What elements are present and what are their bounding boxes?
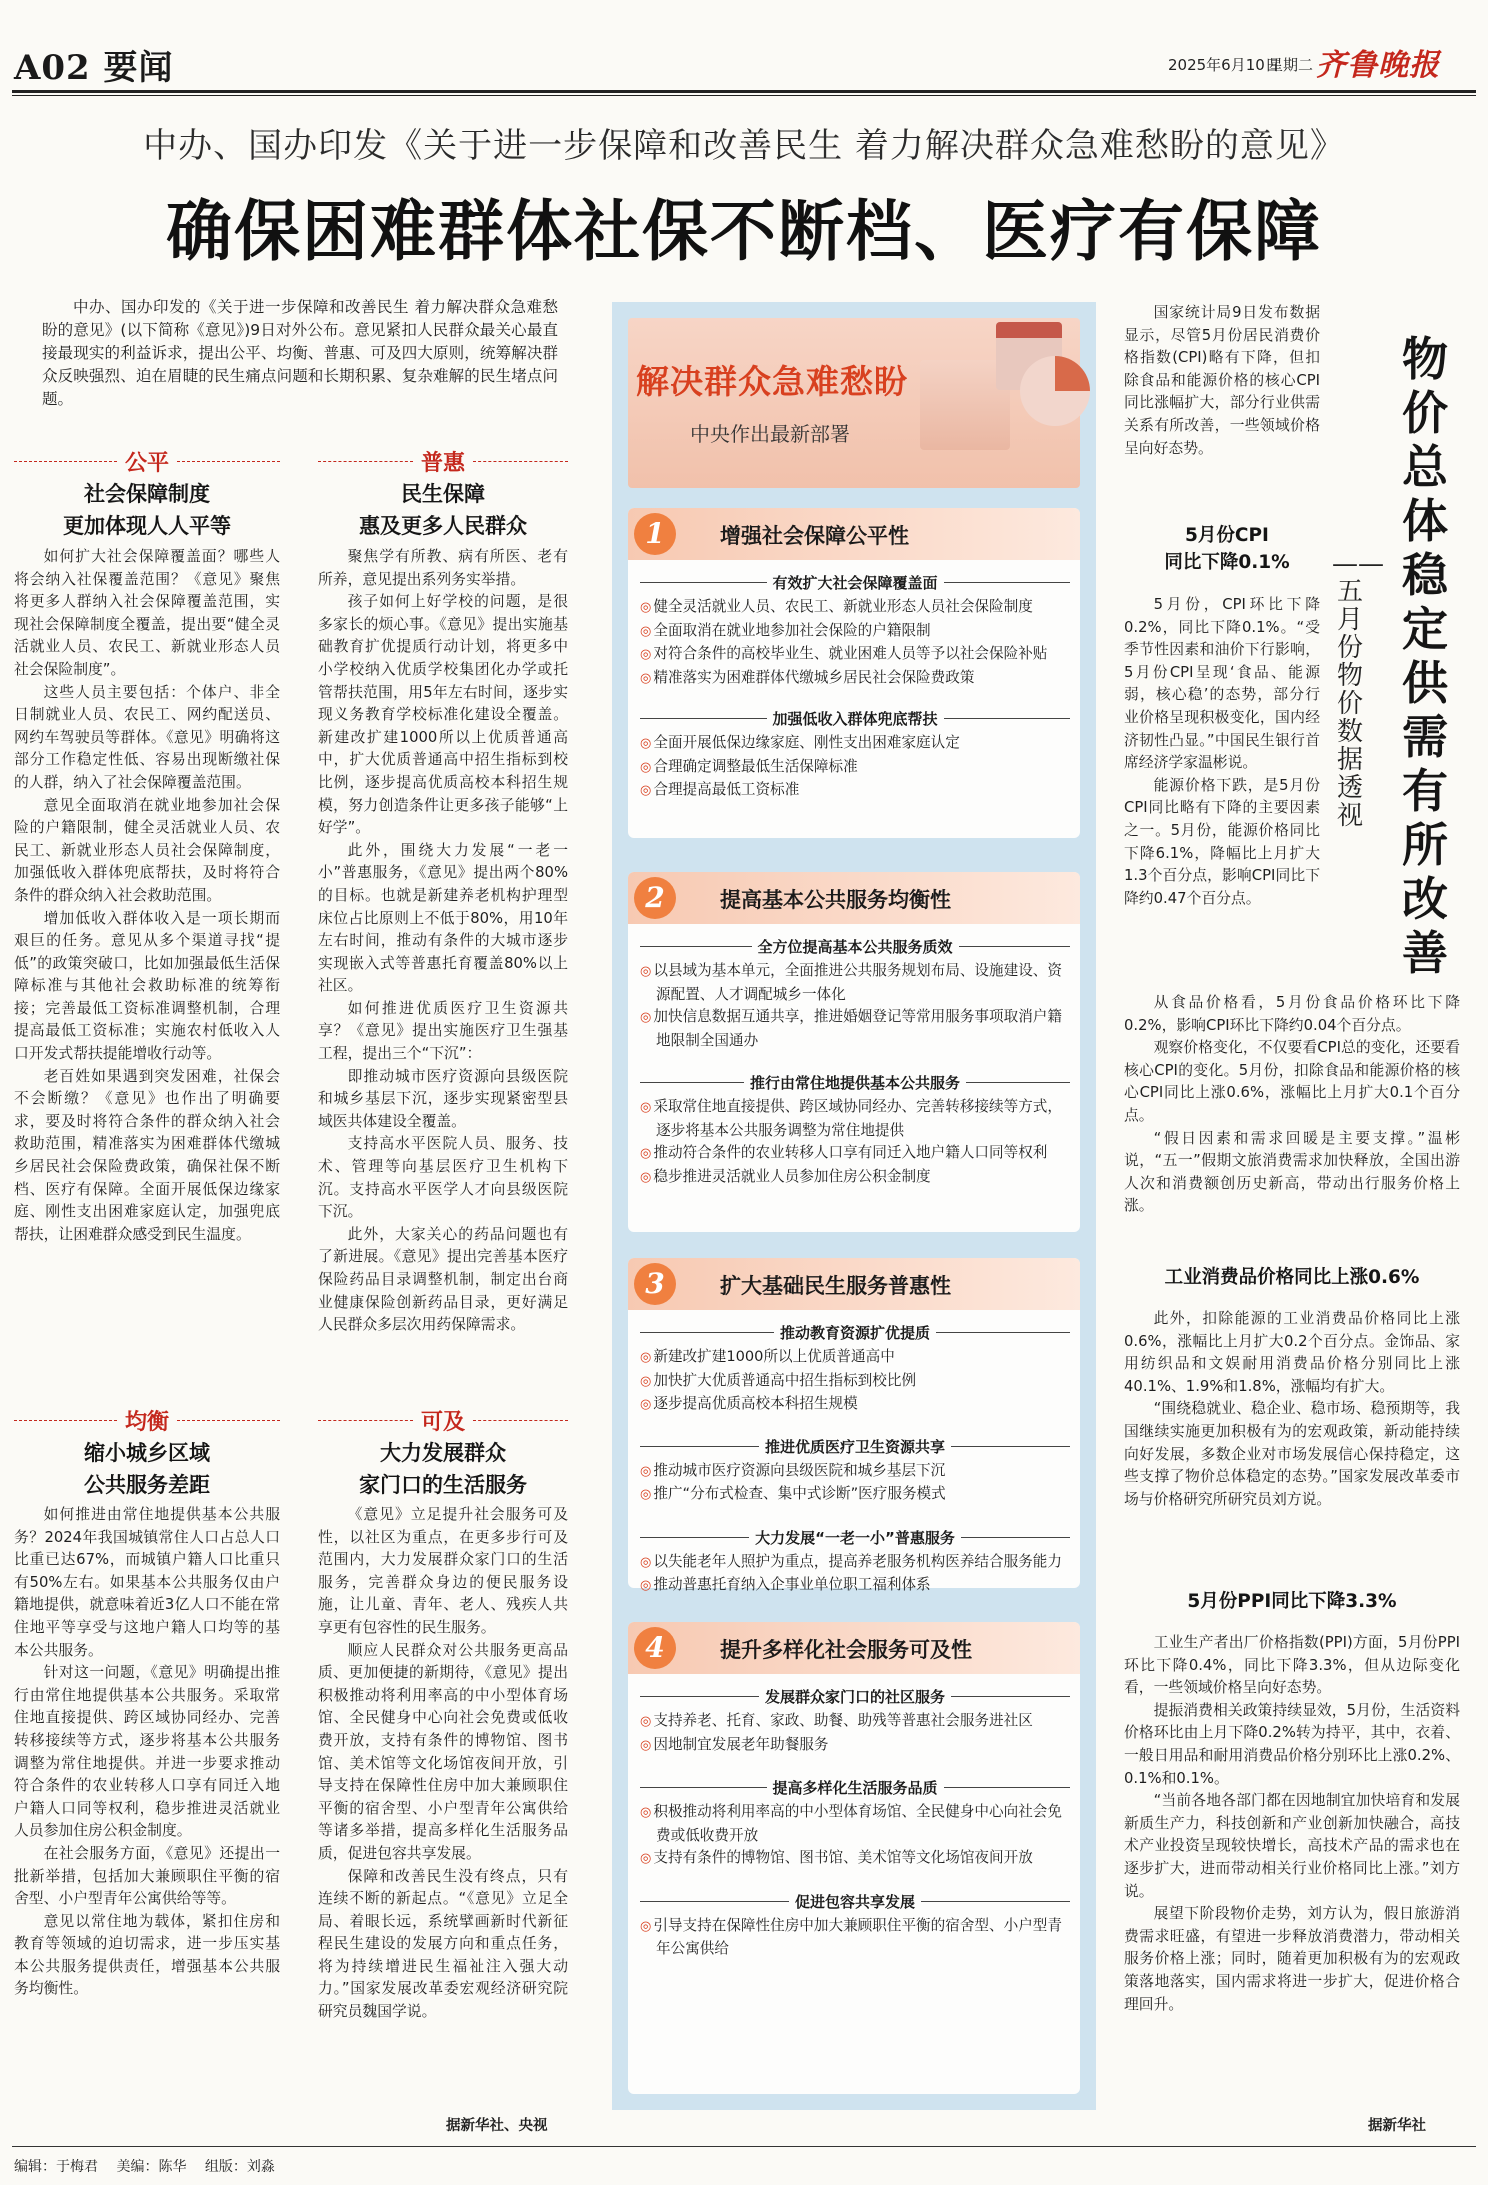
box-list-item: ◎ 全面开展低保边缘家庭、刚性支出困难家庭认定 [640,732,1072,756]
box-list-item: ◎ 积极推动将利用率高的中小型体育场馆、全民健身中心向社会免费或低收费开放 [640,1801,1072,1847]
box-list-item: ◎ 支持养老、托育、家政、助餐、助残等普惠社会服务进社区 [640,1710,1072,1734]
paragraph: 如何推进由常住地提供基本公共服务？2024年我国城镇常住人口占总人口比重已达67%，而城镇户籍人口比重只有50%左右。如果基本公共服务仅由户籍地提供，就意味着近3亿人口不能在常住地平等享受与这地户籍人口均等的基本公共服务。 [14,1506,280,1659]
paragraph: 在社会服务方面，《意见》还提出一批新举措，包括加大兼顾职住平衡的宿舍型、小户型青年公寓供给等等。 [14,1844,280,1908]
paragraph: 这些人员主要包括：个体户、非全日制就业人员、农民工、网约配送员、网约车驾驶员等群体。《意见》明确将这部分工作稳定性低、容易出现断缴社保的人群，纳入了社会保障覆盖范围。 [14,683,280,791]
box-subhead: 加强低收入群体兜底帮扶 [640,708,1070,729]
section-tag: 可及 [318,1405,568,1436]
box-item-list [640,1346,1072,1417]
article-headline: 确保困难群体社保不断档、医疗有保障 [166,192,1322,270]
section-title-line2: 更加体现人人平等 [63,514,231,538]
box-list-item: ◎ 以失能老年人照护为重点，提高养老服务机构医养结合服务能力 [640,1551,1072,1575]
box-subhead: 推动教育资源扩优提质 [640,1322,1070,1343]
page-section-label: A02 要闻 [14,48,174,88]
newspaper-logo: 齐鲁晚报 [1316,48,1440,83]
box-number-badge: 1 [634,513,676,555]
paragraph: 此外，大家关心的药品问题也有了新进展。《意见》提出完善基本医疗保险药品目录调整机制，制定出台商业健康保险创新药品目录，更好满足人民群众多层次用药保障需求。 [318,1225,568,1334]
subhead-line1: 5月份CPI [1185,525,1269,546]
section-title-line2: 家门口的生活服务 [359,1473,527,1497]
section-title-line2: 惠及更多人民群众 [359,514,527,538]
sidebar-cpi-paragraphs: 5月份，CPI环比下降0.2%，同比下降0.1%。“受季节性因素和油价下行影响，5月份CPI呈现‘食品、能源弱，核心稳’的态势，部分行业价格呈现积极变化，国内经济韧性凸显。”中国民生银行首席经济学家温彬说。 能源价格下跌，是5月份CPI同比略有下降的主要因素之一。5月份，能源价格同比下降6.1%，降幅比上月扩大1.3个百分点，影响CPI同比下降约0.47个百分点。 [1124,596,1320,907]
box-item-list [640,1801,1072,1871]
section-title-line1: 民生保障 [401,482,485,506]
paragraph: 《意见》立足提升社会服务可及性，以社区为重点，在更多步行可及范围内，大力发展群众家门口的生活服务，完善群众身边的便民服务设施，让儿童、青年、老人、残疾人共享更有包容性的民生服务。 [318,1506,568,1636]
paragraph: 保障和改善民生没有终点，只有连续不断的新起点。“《意见》立足全局、着眼长远，系统擘画新时代新征程民生建设的发展方向和重点任务，将为持续增进民生福祉注入强大动力。”国家发展改革委宏观经济研究院研究员魏国学说。 [318,1867,568,2021]
paragraph: 意见以常住地为载体，紧扣住房和教育等领域的迫切需求，进一步压实基本公共服务提供责任，增强基本公共服务均衡性。 [14,1912,280,1998]
sidebar-subhead-cpi [1134,522,1320,576]
sidebar-headline: 物价总体稳定 供需有所改善 [1402,332,1448,980]
footer-rule [12,2146,1476,2147]
section-keji-body [318,1504,568,2114]
article-kicker: 中办、国办印发《关于进一步保障和改善民生 着力解决群众急难愁盼的意见》 [143,126,1345,166]
box-list-item: ◎ 支持有条件的博物馆、图书馆、美术馆等文化场馆夜间开放 [640,1847,1072,1871]
article-lede: 中办、国办印发的《关于进一步保障和改善民生 着力解决群众急难愁盼的意见》(以下简称《意见》)9日对外公布。意见紧扣人民群众最关心最直接最现实的利益诉求，提出公平、均衡、普惠、可及四大原则，统筹解决群众反映强烈、迫在眉睫的民生痛点问题和长期积累、复杂难解的民生堵点问题。 [42,298,558,408]
box-list-item: ◎ 健全灵活就业人员、农民工、新就业形态人员社会保险制度 [640,596,1072,620]
box-item-list [640,596,1072,690]
infographic-subtitle: 中央作出最新部署 [690,422,850,446]
pie-chart-icon [1020,356,1090,426]
paragraph: 增加低收入群体收入是一项长期而艰巨的任务。意见从多个渠道寻找“提低”的政策突破口，比如加强最低生活保障标准与其他社会救助标准的统筹衔接；完善最低工资标准调整机制，合理提高最低工资标准；实施农村低收入人口开发式帮扶提能增收行动等。 [14,909,280,1063]
box-title: 增强社会保障公平性 [720,524,909,548]
sidebar-body-3: 工业生产者出厂价格指数(PPI)方面，5月份PPI环比下降0.4%，同比下降3.3%，但从边际变化看，一些领域价格呈向好态势。 提振消费相关政策持续显效，5月份，生活资料价格环比由上月下降0.2%转为持平，其中，衣着、一般日用品和耐用消费品价格分别环比上涨0.2%、0.1%和0.1%。 “当前各地各部门都在因地制宜加快培育和发展新质生产力，科技创新和产业创新加快融合，高技术产业投资呈现较快增长，高技术产品的需求也在逐步扩大，进而带动相关行业价格同比上涨。”刘方说。 展望下阶段物价走势，刘方认为，假日旅游消费需求旺盛，有望进一步释放消费潜力，带动相关服务价格上涨；同时，随着更加积极有为的宏观政策落地落实，国内需求将进一步扩大，促进价格合理回升。 [1124,1634,1460,2013]
box-title: 提高基本公共服务均衡性 [720,888,951,912]
box-item-list [640,1096,1072,1189]
sidebar-subhead-industrial: 工业消费品价格同比上涨0.6% [1164,1267,1420,1288]
paragraph: 针对这一问题，《意见》明确提出推行由常住地提供基本公共服务。采取常住地直接提供、跨区域协同经办、完善转移接续等方式，逐步将基本公共服务调整为常住地提供。并进一步要求推动符合条件的农业转移人口享有同迁入地户籍人口同等权利，稳步推进灵活就业人员参加住房公积金制度。 [14,1664,280,1840]
box-list-item: ◎ 因地制宜发展老年助餐服务 [640,1734,1072,1758]
box-subhead: 促进包容共享发展 [640,1891,1070,1912]
box-list-item: ◎ 推动城市医疗资源向县级医院和城乡基层下沉 [640,1460,1072,1484]
section-tag: 普惠 [318,446,568,477]
paragraph: 如何推进优质医疗卫生资源共享？《意见》提出实施医疗卫生强基工程，提出三个“下沉”： [318,999,568,1063]
box-list-item: ◎ 全面取消在就业地参加社会保险的户籍限制 [640,620,1072,644]
issue-date: 2025年6月10日 [1168,56,1280,74]
box-list-item: ◎ 推动符合条件的农业转移人口享有同迁入地户籍人口同等权利 [640,1142,1072,1166]
box-list-item: ◎ 对符合条件的高校毕业生、就业困难人员等予以社会保险补贴 [640,643,1072,667]
box-item-list [640,1551,1072,1598]
box-title: 提升多样化社会服务可及性 [720,1638,972,1662]
credit-designer: 美编：陈华 [116,2159,187,2175]
article-source: 据新华社、央视 [446,2118,548,2134]
section-gongping-header [14,446,280,541]
box-number-badge: 4 [634,1627,676,1669]
box-title: 扩大基础民生服务普惠性 [720,1274,951,1298]
section-title-line1: 大力发展群众 [380,1441,506,1465]
header-rule [12,90,1476,93]
box-subhead: 有效扩大社会保障覆盖面 [640,572,1070,593]
section-keji-header [318,1405,568,1500]
box-number-badge: 2 [634,877,676,919]
box-list-item: ◎ 合理确定调整最低生活保障标准 [640,756,1072,780]
box-subhead: 推进优质医疗卫生资源共享 [640,1436,1070,1457]
section-junheng-header [14,1405,280,1500]
header-rule-thin [12,95,1476,96]
box-list-item: ◎ 以县域为基本单元，全面推进公共服务规划布局、设施建设、资源配置、人才调配城乡一体化 [640,960,1072,1006]
box-item-list [640,1460,1072,1507]
box-list-item: ◎ 合理提高最低工资标准 [640,779,1072,803]
section-gongping-body [14,546,280,1396]
box-subhead: 提高多样化生活服务品质 [640,1777,1070,1798]
box-list-item: ◎ 新建改扩建1000所以上优质普通高中 [640,1346,1072,1370]
box-item-list [640,732,1072,803]
issue-weekday: 星期二 [1268,56,1314,74]
box-subhead: 发展群众家门口的社区服务 [640,1686,1070,1707]
box-item-list [640,1710,1072,1757]
box-list-item: ◎ 加快信息数据互通共享，推进婚姻登记等常用服务事项取消户籍地限制全国通办 [640,1006,1072,1052]
credit-layout: 组版：刘淼 [204,2159,275,2175]
box-list-item: ◎ 加快扩大优质普通高中招生指标到校比例 [640,1370,1072,1394]
box-list-item: ◎ 精准落实为困难群体代缴城乡居民社会保险费政策 [640,667,1072,691]
section-puhui-body [318,546,568,1396]
sidebar-body-2: 此外，扣除能源的工业消费品价格同比上涨0.6%，涨幅比上月扩大0.2个百分点。金饰品、家用纺织品和文娱耐用消费品价格分别同比上涨40.1%、1.9%和1.8%，涨幅均有扩大。 “围绕稳就业、稳企业、稳市场、稳预期等，我国继续实施更加积极有为的宏观政策，新动能持续向好发展，多数企业对市场发展信心保持稳定，这些支撑了物价总体稳定的态势。”国家发展改革委市场与价格研究所研究员刘方说。 [1124,1310,1460,1508]
box-item-list [640,960,1072,1052]
section-tag: 均衡 [14,1405,280,1436]
box-list-item: ◎ 逐步提高优质高校本科招生规模 [640,1393,1072,1417]
section-junheng-body [14,1504,280,2134]
paragraph: 即推动城市医疗资源向县级医院和城乡基层下沉，逐步实现紧密型县域医共体建设全覆盖。 [318,1067,568,1130]
box-subhead: 大力发展“一老一小”普惠服务 [640,1527,1070,1548]
section-title-line1: 缩小城乡区域 [84,1441,210,1465]
box-number-badge: 3 [634,1263,676,1305]
sidebar-source: 据新华社 [1368,2118,1426,2134]
subhead-line2: 同比下降0.1% [1164,552,1290,573]
section-title-line1: 社会保障制度 [84,482,210,506]
box-list-item: ◎ 推动普惠托育纳入企事业单位职工福利体系 [640,1574,1072,1598]
section-title-line2: 公共服务差距 [84,1473,210,1497]
paragraph: 聚焦学有所教、病有所医、老有所养，意见提出系列务实举措。 [318,548,568,588]
paragraph: 支持高水平医院人员、服务、技术、管理等向基层医疗卫生机构下沉。支持高水平医学人才向县级医院下沉。 [318,1135,568,1221]
paragraph: 如何扩大社会保障覆盖面？哪些人将会纳入社保覆盖范围？《意见》聚焦将更多人群纳入社会保障覆盖范围，实现社会保障制度全覆盖，提出要“健全灵活就业人员、农民工、新就业形态人员社会保险制度”。 [14,548,280,678]
paragraph: 顺应人民群众对公共服务更高品质、更加便捷的新期待，《意见》提出积极推动将利用率高的中小型体育场馆、全民健身中心向社会免费或低收费开放，支持有条件的博物馆、图书馆、美术馆等文化场馆夜间开放，引导支持在保障性住房中加大兼顾职住平衡的宿舍型、小户型青年公寓供给等诸多举措，提高多样化生活服务品质，促进包容共享发展。 [318,1641,568,1862]
box-list-item: ◎ 引导支持在保障性住房中加大兼顾职住平衡的宿舍型、小户型青年公寓供给 [640,1915,1072,1961]
box-item-list [640,1915,1072,1961]
sidebar-subheadline: ——五月份物价数据透视 [1332,549,1384,831]
box-list-item: ◎ 采取常住地直接提供、跨区域协同经办、完善转移接续等方式，逐步将基本公共服务调整为常住地提供 [640,1096,1072,1142]
section-tag: 公平 [14,446,280,477]
box-list-item: ◎ 推广“分布式检查、集中式诊断”医疗服务模式 [640,1483,1072,1507]
footer-credits [14,2156,289,2176]
infographic-title: 解决群众急难愁盼 [636,362,908,401]
paragraph: 孩子如何上好学校的问题，是很多家长的烦心事。《意见》提出实施基础教育扩优提质行动计划，将更多中小学校纳入优质学校集团化办学或托管帮扶范围，用5年左右时间，逐步实现义务教育学校标准化建设全覆盖。新建改扩建1000所以上优质普通高中，扩大优质普通高中招生指标到校比例，逐步提高优质高校本科招生规模，努力创造条件让更多孩子能够“上好学”。 [318,593,568,837]
sidebar-body-1: 从食品价格看，5月份食品价格环比下降0.2%，影响CPI环比下降约0.04个百分点。 观察价格变化，不仅要看CPI总的变化，还要看核心CPI的变化。5月份，扣除食品和能源价格的核心CPI同比上涨0.6%，涨幅比上月扩大0.1个百分点。 “假日因素和需求回暖是主要支撑。”温彬说，“五一”假期文旅消费需求加快释放，全国出游人次和消费额创历史新高，带动出行服务价格上涨。 [1124,994,1460,1215]
sidebar-intro: 国家统计局9日发布数据显示，尽管5月份居民消费价格指数(CPI)略有下降，但扣除食品和能源价格的核心CPI同比涨幅扩大，部分行业供需关系有所改善，一些领域价格呈向好态势。 [1124,304,1320,457]
sidebar-subhead-ppi: 5月份PPI同比下降3.3% [1187,1591,1397,1612]
box-subhead: 全方位提高基本公共服务质效 [640,936,1070,957]
paragraph: 此外，围绕大力发展“一老一小”普惠服务，《意见》提出两个80%的目标。也就是新建养老机构护理型床位占比原则上不低于80%，用10年左右时间，推动有条件的大城市逐步实现嵌入式等普惠托育覆盖80%以上社区。 [318,841,568,995]
box-subhead: 推行由常住地提供基本公共服务 [640,1072,1070,1093]
credit-editor: 编辑：于梅君 [14,2159,98,2175]
section-puhui-header [318,446,568,541]
box-list-item: ◎ 稳步推进灵活就业人员参加住房公积金制度 [640,1166,1072,1190]
paragraph: 意见全面取消在就业地参加社会保险的户籍限制，健全灵活就业人员、农民工、新就业形态人员社会保障制度，加强低收入群体兜底帮扶，及时将符合条件的群众纳入社会救助范围。 [14,796,280,904]
paragraph: 老百姓如果遇到突发困难，社保会不会断缴？《意见》也作出了明确要求，要及时将符合条件的群众纳入社会救助范围，精准落实为困难群体代缴城乡居民社会保险费政策，确保社保不断档、医疗有保障。全面开展低保边缘家庭、刚性支出困难家庭认定，加强兜底帮扶，让困难群众感受到民生温度。 [14,1067,280,1243]
